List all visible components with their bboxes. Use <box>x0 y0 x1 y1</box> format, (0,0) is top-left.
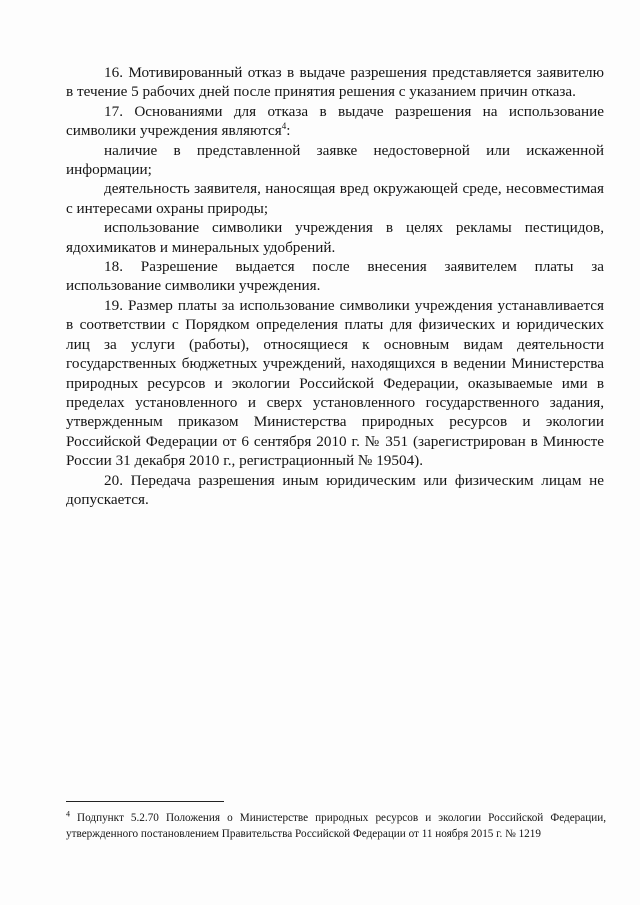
paragraph-17 <box>66 102 604 141</box>
paragraph-18: 18. Разрешение выдается после внесения заявителем платы за использование символики учреждения. <box>66 258 604 295</box>
paragraph-19: 19. Размер платы за использование символики учреждения устанавливается в соответствии с Порядком определения платы для физических и юридических лиц за услуги (работы), относящиеся к основным видам деятельности государственных бюджетных учреждений, находящихся в ведении Министерства природных ресурсов и экологии Российской Федерации, оказываемые ими в пределах установленного и сверх установленного государственного задания, утвержденным приказом Министерства природных ресурсов и экологии Российской Федерации от 6 сентября 2010 г. № 351 (зарегистрирован в Минюсте России 31 декабря 2010 г., регистрационный № 19504). <box>66 296 604 470</box>
paragraph-20: 20. Передача разрешения иным юридическим или физическим лицам не допускается. <box>66 471 604 508</box>
document-body <box>66 63 604 509</box>
paragraph-16: 16. Мотивированный отказ в выдаче разрешения представляется заявителю в течение 5 рабочих дней после принятия решения с указанием причин отказа. <box>66 64 604 101</box>
paragraph-17-text: 17. Основаниями для отказа в выдаче разрешения на использование символики учреждения являются <box>66 102 604 140</box>
footnote-marker: 4 <box>66 809 70 819</box>
paragraph-17-item-1: наличие в представленной заявке недостоверной или искаженной информации; <box>66 141 604 179</box>
paragraph-17-item-2: деятельность заявителя, наносящая вред окружающей среде, несовместимая с интересами охраны природы; <box>66 180 604 217</box>
footnote-text: Подпункт 5.2.70 Положения о Министерстве природных ресурсов и экологии Российской Федерации, утвержденного постановлением Правительства Российской Федерации от 11 ноября 2015 г. № 1219 <box>66 812 606 840</box>
footnote-reference: 4 <box>281 121 287 132</box>
footnote <box>66 810 606 842</box>
paragraph-17-item-3: использование символики учреждения в целях рекламы пестицидов, ядохимикатов и минеральных удобрений. <box>66 219 604 256</box>
footnote-separator <box>66 801 224 802</box>
paragraph-17-colon: : <box>286 122 291 140</box>
